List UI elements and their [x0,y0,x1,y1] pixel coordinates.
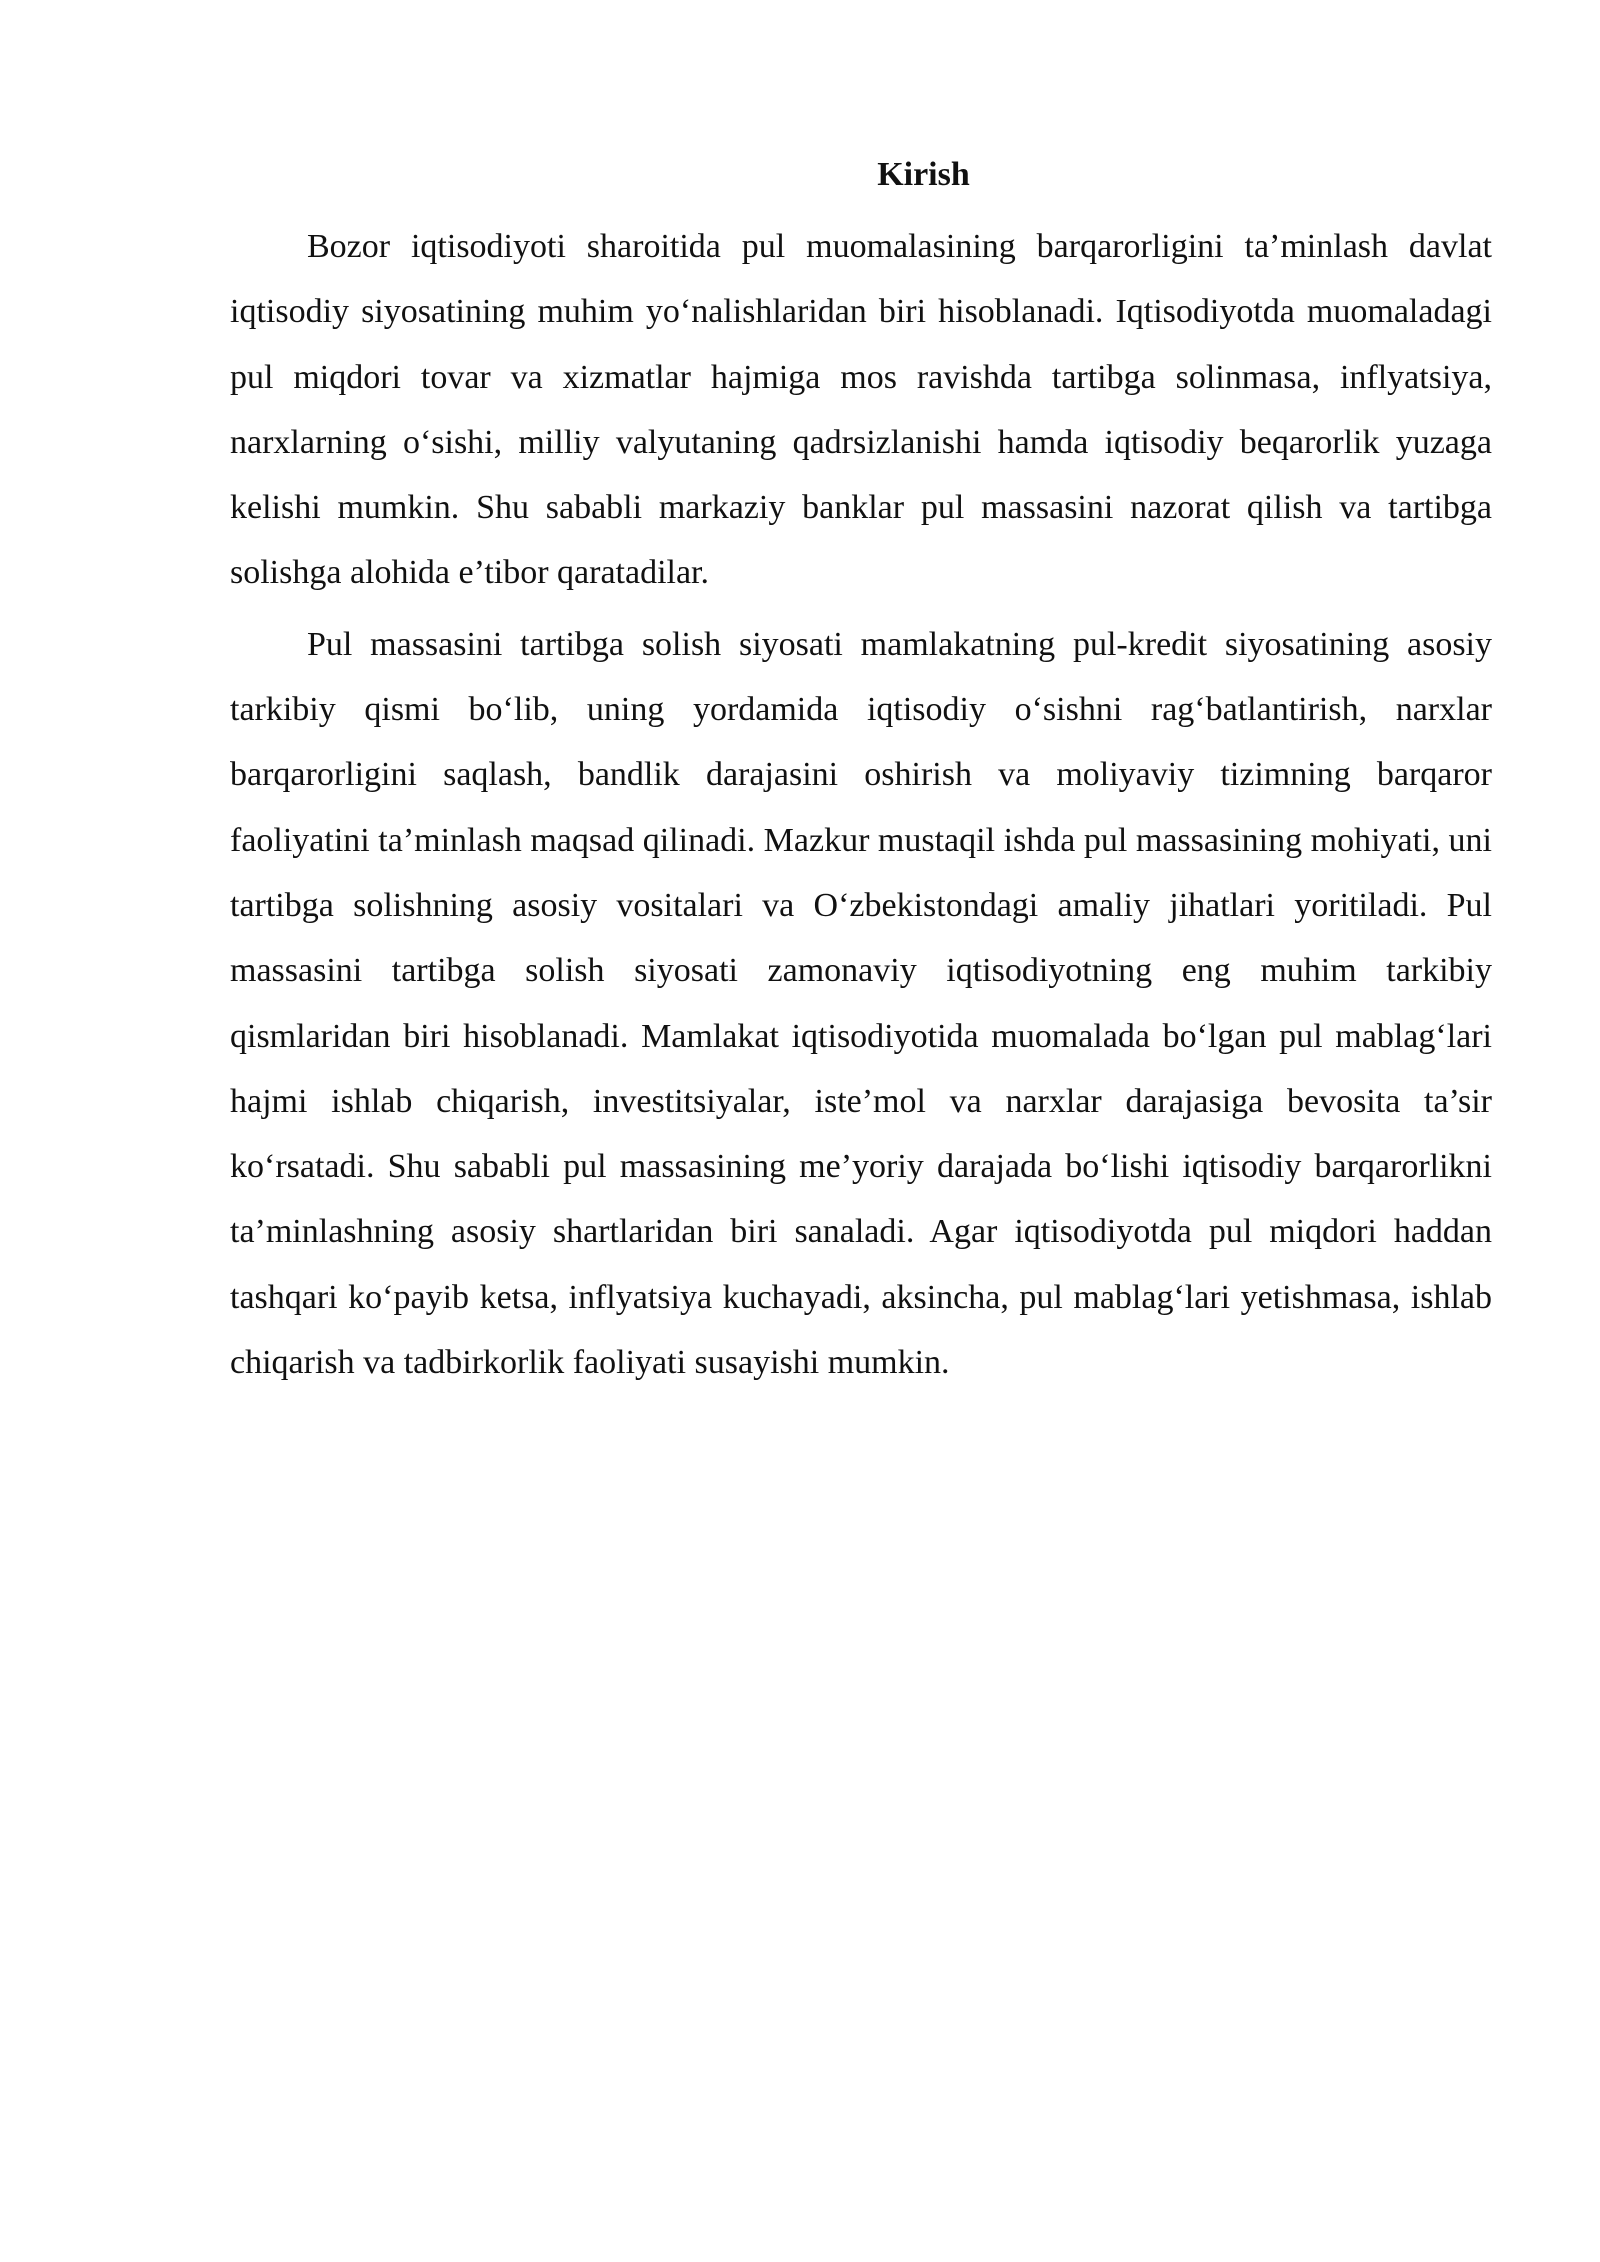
paragraph-intro: Bozor iqtisodiyoti sharoitida pul muomalasining barqarorligini ta’minlash davlat iqtisodiy siyosatining muhim yo‘nalishlaridan biri hisoblanadi. Iqtisodiyotda muomaladagi pul miqdori tovar va xizmatlar hajmiga mos ravishda tartibga solinmasa, inflyatsiya, narxlarning o‘sishi, milliy valyutaning qadrsizlanishi hamda iqtisodiy beqarorlik yuzaga kelishi mumkin. Shu sababli markaziy banklar pul massasini nazorat qilish va tartibga solishga alohida e’tibor qaratadilar. [230,228,1492,592]
document-body [230,150,1492,1401]
paragraph-policy: Pul massasini tartibga solish siyosati mamlakatning pul-kredit siyosatining asosiy tarkibiy qismi bo‘lib, uning yordamida iqtisodiy o‘sishni rag‘batlantirish, narxlar barqarorligini saqlash, bandlik darajasini oshirish va moliyaviy tizimning barqaror faoliyatini ta’minlash maqsad qilinadi. Mazkur mustaqil ishda pul massasining mohiyati, uni tartibga solishning asosiy vositalari va O‘zbekistondagi amaliy jihatlari yoritiladi. Pul massasini tartibga solish siyosati zamonaviy iqtisodiyotning eng muhim tarkibiy qismlaridan biri hisoblanadi. Mamlakat iqtisodiyotida muomalada bo‘lgan pul mablag‘lari hajmi ishlab chiqarish, investitsiyalar, iste’mol va narxlar darajasiga bevosita ta’sir ko‘rsatadi. Shu sababli pul massasining me’yoriy darajada bo‘lishi iqtisodiy barqarorlikni ta’minlashning asosiy shartlaridan biri sanaladi. Agar iqtisodiyotda pul miqdori haddan tashqari ko‘payib ketsa, inflyatsiya kuchayadi, aksincha, pul mablag‘lari yetishmasa, ishlab chiqarish va tadbirkorlik faoliyati susayishi mumkin. [230,625,1492,1382]
page-title: Kirish [877,156,970,193]
